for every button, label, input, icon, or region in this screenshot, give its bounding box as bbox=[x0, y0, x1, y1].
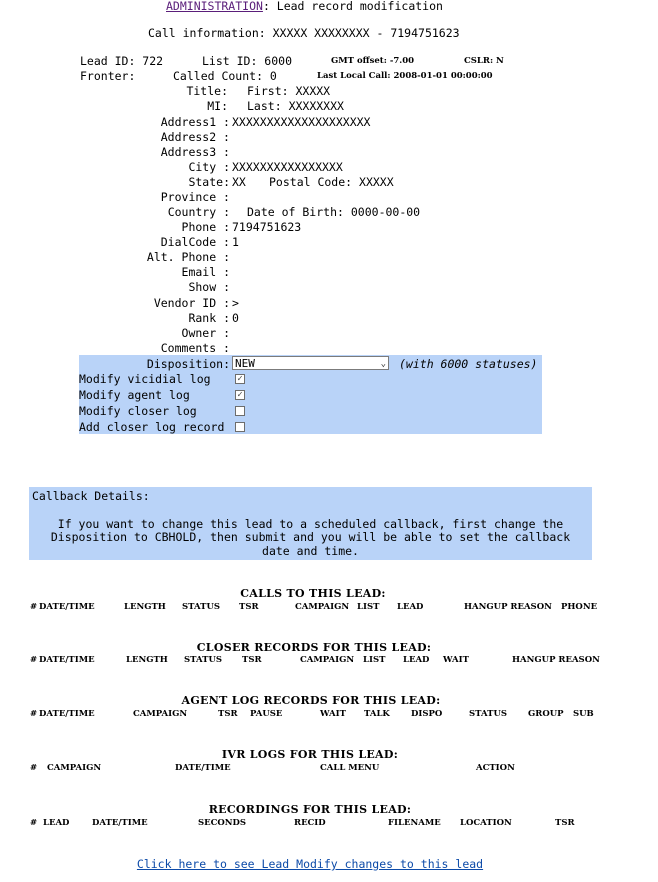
agent-col-group: GROUP bbox=[528, 709, 564, 719]
dob-value: 0000-00-00 bbox=[350, 205, 421, 219]
agent-col-hash: # bbox=[30, 709, 38, 719]
calls-col-datetime: DATE/TIME bbox=[39, 602, 95, 612]
closer-col-hangup-reason: HANGUP REASON bbox=[512, 655, 600, 665]
calls-col-list: LIST bbox=[357, 602, 380, 612]
checkmark-icon: ✓ bbox=[237, 374, 243, 384]
address2-label: Address2 : bbox=[160, 130, 230, 144]
dialcode-label: DialCode : bbox=[160, 235, 230, 249]
called-count: Called Count: 0 bbox=[173, 69, 277, 83]
title-label: Title: bbox=[186, 84, 228, 98]
rec-col-datetime: DATE/TIME bbox=[92, 818, 148, 828]
modify-vicidial-log-label: Modify vicidial log bbox=[79, 372, 211, 386]
callback-line-2: Disposition to CBHOLD, then submit and you will be able to set the callback bbox=[50, 530, 571, 544]
lead-id: Lead ID: 722 bbox=[80, 54, 164, 68]
agent-col-wait: WAIT bbox=[320, 709, 346, 719]
page-title: : Lead record modification bbox=[262, 0, 443, 13]
address3-label: Address3 : bbox=[160, 145, 230, 159]
province-label: Province : bbox=[160, 190, 230, 204]
closer-col-lead: LEAD bbox=[403, 655, 430, 665]
fronter-label: Fronter: bbox=[80, 69, 136, 83]
closer-section-title: CLOSER RECORDS FOR THIS LEAD: bbox=[196, 641, 432, 654]
closer-col-list: LIST bbox=[363, 655, 386, 665]
vendor-id-label: Vendor ID : bbox=[153, 296, 230, 310]
modify-closer-log-label: Modify closer log bbox=[79, 404, 197, 418]
add-closer-log-record-label: Add closer log record bbox=[79, 420, 225, 434]
administration-link[interactable]: ADMINISTRATION bbox=[166, 0, 263, 13]
dob-label: Date of Birth: bbox=[247, 205, 344, 219]
callback-line-3: date and time. bbox=[262, 544, 359, 558]
owner-label: Owner : bbox=[181, 326, 230, 340]
rank-label: Rank : bbox=[188, 311, 230, 325]
calls-col-tsr: TSR bbox=[239, 602, 259, 612]
state-label: State: bbox=[188, 175, 230, 189]
calls-col-campaign: CAMPAIGN bbox=[295, 602, 350, 612]
ivr-section-title: IVR LOGS FOR THIS LEAD: bbox=[221, 748, 399, 761]
closer-col-length: LENGTH bbox=[126, 655, 168, 665]
agent-col-campaign: CAMPAIGN bbox=[133, 709, 188, 719]
rank-value[interactable]: 0 bbox=[232, 311, 239, 325]
disposition-selected-value: NEW bbox=[235, 357, 255, 370]
modify-closer-log-checkbox[interactable] bbox=[235, 406, 245, 416]
calls-col-phone: PHONE bbox=[561, 602, 598, 612]
agent-col-pause: PAUSE bbox=[250, 709, 283, 719]
closer-col-wait: WAIT bbox=[443, 655, 469, 665]
ivr-col-datetime: DATE/TIME bbox=[175, 763, 231, 773]
calls-section-title: CALLS TO THIS LEAD: bbox=[240, 587, 386, 600]
phone-label: Phone : bbox=[181, 220, 230, 234]
disposition-select[interactable] bbox=[232, 356, 389, 370]
city-value[interactable]: XXXXXXXXXXXXXXXX bbox=[232, 160, 343, 174]
postal-value: XXXXX bbox=[359, 175, 394, 189]
address1-value[interactable]: XXXXXXXXXXXXXXXXXXXX bbox=[232, 115, 371, 129]
closer-col-tsr: TSR bbox=[242, 655, 262, 665]
closer-col-hash: # bbox=[30, 655, 38, 665]
recordings-section-title: RECORDINGS FOR THIS LEAD: bbox=[208, 803, 412, 816]
dob-field[interactable] bbox=[247, 205, 420, 219]
mi-label: MI: bbox=[207, 99, 228, 113]
country-label: Country : bbox=[167, 205, 230, 219]
calls-col-hangup-reason: HANGUP REASON bbox=[464, 602, 552, 612]
agent-col-status: STATUS bbox=[469, 709, 508, 719]
address1-label: Address1 : bbox=[160, 115, 230, 129]
vendor-id-value[interactable]: > bbox=[232, 296, 239, 310]
agent-col-datetime: DATE/TIME bbox=[39, 709, 95, 719]
last-local-call: Last Local Call: 2008-01-01 00:00:00 bbox=[317, 71, 493, 81]
rec-col-seconds: SECONDS bbox=[198, 818, 247, 828]
chevron-down-icon: ⌄ bbox=[380, 359, 386, 369]
rec-col-filename: FILENAME bbox=[388, 818, 441, 828]
modify-vicidial-log-checkbox[interactable] bbox=[235, 374, 245, 384]
ivr-col-action: ACTION bbox=[476, 763, 515, 773]
postal-code-field[interactable] bbox=[269, 175, 394, 189]
last-value: XXXXXXXX bbox=[288, 99, 344, 113]
modify-agent-log-label: Modify agent log bbox=[79, 388, 190, 402]
agent-col-tsr: TSR bbox=[218, 709, 238, 719]
dialcode-value[interactable]: 1 bbox=[232, 235, 239, 249]
calls-col-hash: # bbox=[30, 602, 38, 612]
add-closer-log-record-checkbox[interactable] bbox=[235, 422, 245, 432]
page-header bbox=[166, 0, 443, 13]
gmt-offset: GMT offset: -7.00 bbox=[331, 56, 415, 66]
agent-log-section-title: AGENT LOG RECORDS FOR THIS LEAD: bbox=[181, 694, 441, 707]
first-name-field[interactable] bbox=[247, 84, 330, 98]
agent-col-sub: SUB bbox=[573, 709, 594, 719]
email-label: Email : bbox=[181, 265, 230, 279]
alt-phone-label: Alt. Phone : bbox=[146, 250, 230, 264]
callback-title: Callback Details: bbox=[32, 489, 150, 503]
closer-col-status: STATUS bbox=[184, 655, 223, 665]
show-label: Show : bbox=[188, 280, 230, 294]
calls-col-lead: LEAD bbox=[397, 602, 424, 612]
rec-col-location: LOCATION bbox=[460, 818, 512, 828]
phone-value[interactable]: 7194751623 bbox=[232, 220, 302, 234]
modify-agent-log-checkbox[interactable] bbox=[235, 390, 245, 400]
last-label: Last: bbox=[247, 99, 282, 113]
ivr-col-hash: # bbox=[30, 763, 38, 773]
callback-line-1: If you want to change this lead to a scheduled callback, first change the bbox=[57, 517, 564, 531]
call-information: Call information: XXXXX XXXXXXXX - 7194751623 bbox=[148, 26, 460, 40]
comments-label: Comments : bbox=[160, 341, 230, 355]
rec-col-lead: LEAD bbox=[43, 818, 70, 828]
ivr-col-campaign: CAMPAIGN bbox=[47, 763, 102, 773]
city-label: City : bbox=[188, 160, 230, 174]
last-name-field[interactable] bbox=[247, 99, 344, 113]
closer-col-datetime: DATE/TIME bbox=[39, 655, 95, 665]
first-label: First: bbox=[247, 84, 289, 98]
agent-col-talk: TALK bbox=[364, 709, 390, 719]
disposition-label: Disposition: bbox=[146, 357, 230, 371]
cslr: CSLR: N bbox=[464, 56, 504, 66]
calls-col-length: LENGTH bbox=[124, 602, 166, 612]
postal-label: Postal Code: bbox=[269, 175, 353, 189]
first-value: XXXXX bbox=[295, 84, 331, 98]
lead-modify-changes-link[interactable]: Click here to see Lead Modify changes to this lead bbox=[136, 857, 484, 871]
state-value[interactable]: XX bbox=[232, 175, 246, 189]
calls-col-status: STATUS bbox=[182, 602, 221, 612]
rec-col-tsr: TSR bbox=[555, 818, 575, 828]
closer-col-campaign: CAMPAIGN bbox=[300, 655, 355, 665]
ivr-col-call-menu: CALL MENU bbox=[320, 763, 380, 773]
rec-col-hash: # bbox=[30, 818, 38, 828]
rec-col-recid: RECID bbox=[294, 818, 326, 828]
checkmark-icon: ✓ bbox=[237, 390, 243, 400]
list-id: List ID: 6000 bbox=[202, 54, 293, 68]
agent-col-dispo: DISPO bbox=[411, 709, 443, 719]
disposition-note: (with 6000 statuses) bbox=[399, 357, 538, 371]
